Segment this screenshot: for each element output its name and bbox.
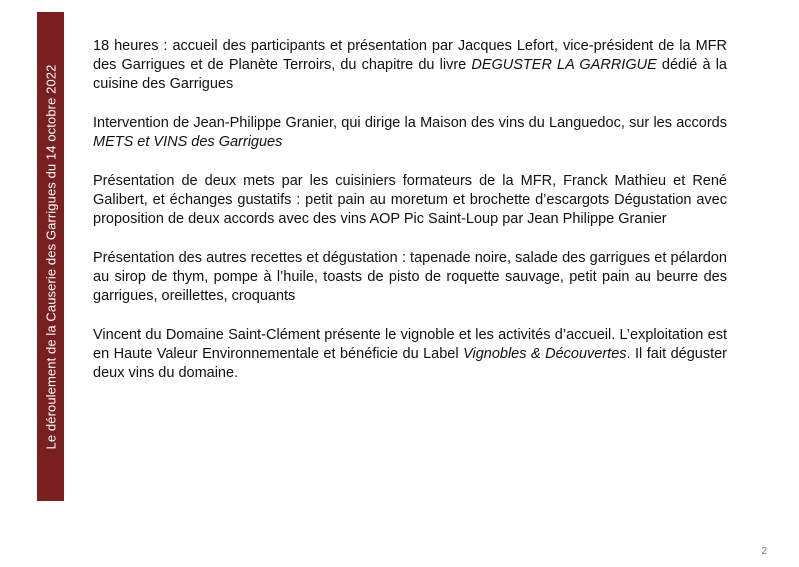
paragraph-text: 18 heures : accueil des participants et présentation par Jacques Lefort, vice-président de la MFR des Garrigues et de Planète Terroirs, du chapitre du livre — [93, 38, 727, 73]
paragraph-text: Vincent du Domaine Saint-Clément présente le vignoble et les activités d’accueil. L’exploitation est en Haute Valeur Environnementale et bénéficie du Label — [93, 327, 727, 362]
sidebar-title: Le déroulement de la Causerie des Garrigues du 14 octobre 2022 — [43, 64, 58, 449]
paragraph-text: Intervention de Jean-Philippe Granier, qui dirige la Maison des vins du Languedoc, sur les accords — [93, 115, 727, 131]
paragraph-text: Présentation de deux mets par les cuisiniers formateurs de la MFR, Franck Mathieu et René Galibert, et échanges gustatifs : petit pain au moretum et brochette d’escargots Dégustation avec proposition de deux accords avec des vins AOP Pic Saint-Loup par Jean Philippe Granier — [93, 173, 727, 227]
page-number: 2 — [761, 546, 767, 557]
topic-title: METS et VINS des Garrigues — [93, 134, 283, 150]
paragraph-text: Présentation des autres recettes et dégustation : tapenade noire, salade des garrigues et pélardon au sirop de thym, pompe à l’huile, toasts de pisto de roquette sauvage, petit pain au beurre des garrigues, oreillettes, croquants — [93, 250, 727, 304]
paragraph-text: . Il fait déguster deux vins du domaine. — [93, 346, 728, 381]
paragraph-welcome — [93, 37, 727, 94]
label-title: Vignobles & Découvertes — [463, 346, 627, 362]
content-body — [93, 37, 727, 403]
paragraph-other-recipes — [93, 249, 727, 306]
paragraph-domaine — [93, 326, 727, 383]
book-title: DEGUSTER LA GARRIGUE — [471, 57, 657, 73]
paragraph-text: dédié à la cuisine des Garrigues — [93, 57, 727, 92]
paragraph-intervention — [93, 114, 727, 152]
paragraph-presentation-dishes — [93, 172, 727, 229]
sidebar-banner — [37, 12, 64, 501]
